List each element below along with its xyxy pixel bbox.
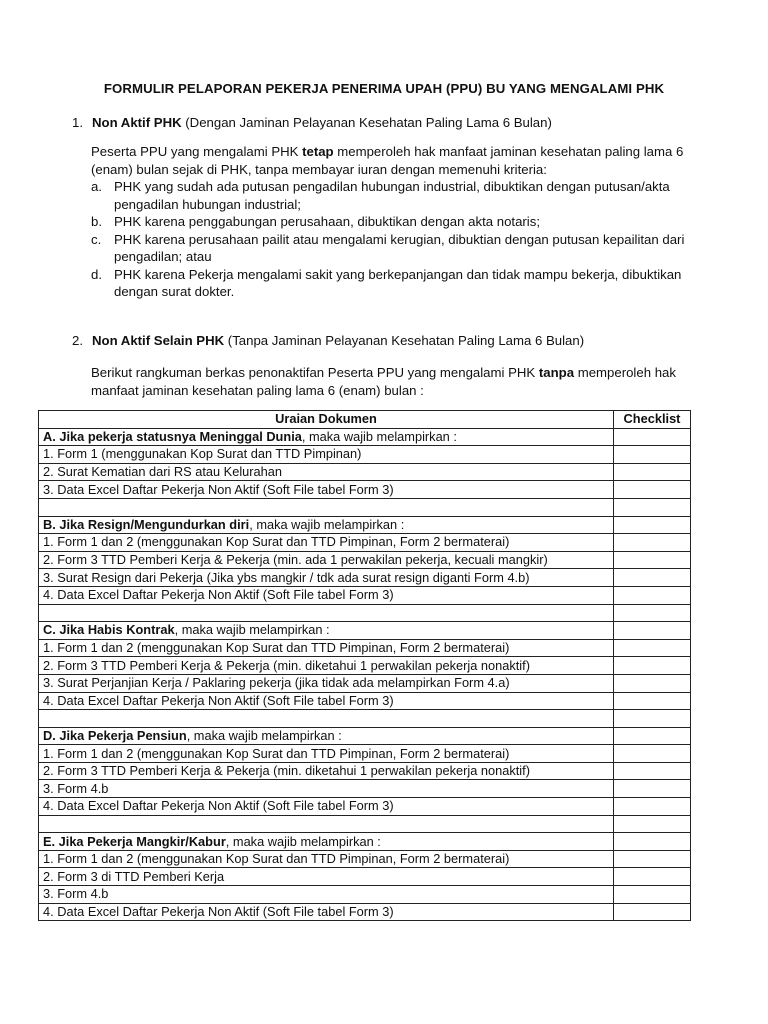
section-1-number: 1.: [72, 115, 83, 130]
checklist-cell[interactable]: [614, 692, 691, 710]
table-row: [39, 674, 691, 692]
table-row: [39, 657, 691, 675]
table-row: [39, 903, 691, 921]
checklist-cell[interactable]: [614, 481, 691, 499]
section-2-paragraph: [91, 364, 711, 399]
section-2-heading-rest: (Tanpa Jaminan Pelayanan Kesehatan Paling Lama 6 Bulan): [224, 333, 585, 348]
table-row: [39, 446, 691, 464]
document-item-cell: 2. Form 3 di TTD Pemberi Kerja: [39, 868, 614, 886]
empty-cell: [39, 710, 614, 728]
table-row: [39, 534, 691, 552]
checklist-cell[interactable]: [614, 815, 691, 833]
section-title-rest: , maka wajib melampirkan :: [186, 727, 342, 743]
section-2-para-text: Berikut rangkuman berkas penonaktifan Peserta PPU yang mengalami PHK: [91, 365, 539, 380]
criteria-mark: d.: [91, 266, 102, 282]
criteria-mark: b.: [91, 214, 102, 229]
table-row: [39, 569, 691, 587]
table-row: [39, 886, 691, 904]
table-row: [39, 639, 691, 657]
document-item-cell: 3. Form 4.b: [39, 886, 614, 904]
section-title-cell: [39, 833, 614, 851]
document-item-cell: 4. Data Excel Daftar Pekerja Non Aktif (Soft File tabel Form 3): [39, 586, 614, 604]
document-item-cell: 3. Form 4.b: [39, 780, 614, 798]
table-row: [39, 762, 691, 780]
section-2-para-text-end: memperoleh hak manfaat jaminan kesehatan paling lama 6 (enam) bulan :: [91, 365, 676, 398]
checklist-cell[interactable]: [614, 622, 691, 640]
checklist-cell[interactable]: [614, 428, 691, 446]
document-item-cell: 2. Form 3 TTD Pemberi Kerja & Pekerja (min. diketahui 1 perwakilan pekerja nonaktif): [39, 762, 614, 780]
checklist-cell[interactable]: [614, 534, 691, 552]
criteria-item: [91, 213, 711, 231]
document-item-cell: 2. Surat Kematian dari RS atau Kelurahan: [39, 463, 614, 481]
table-section-row: [39, 428, 691, 446]
table-section-row: [39, 727, 691, 745]
criteria-mark: a.: [91, 179, 102, 194]
empty-cell: [39, 498, 614, 516]
section-title-rest: , maka wajib melampirkan :: [174, 622, 330, 638]
table-row: [39, 551, 691, 569]
criteria-list: [91, 178, 711, 301]
document-item-cell: 4. Data Excel Daftar Pekerja Non Aktif (Soft File tabel Form 3): [39, 903, 614, 921]
section-title-bold: B. Jika Resign/Mengundurkan diri: [43, 516, 250, 532]
table-row: [39, 798, 691, 816]
checklist-cell[interactable]: [614, 833, 691, 851]
section-title-rest: , maka wajib melampirkan :: [301, 428, 457, 444]
table-row: [39, 463, 691, 481]
section-title-cell: [39, 428, 614, 446]
document-item-cell: 1. Form 1 dan 2 (menggunakan Kop Surat dan TTD Pimpinan, Form 2 bermaterai): [39, 745, 614, 763]
table-section-row: [39, 516, 691, 534]
section-2-para-bold: tanpa: [538, 365, 575, 380]
table-section-row: [39, 622, 691, 640]
section-2-number: 2.: [72, 333, 83, 348]
checklist-cell[interactable]: [614, 516, 691, 534]
section-2-heading: [72, 333, 584, 348]
section-1-para-bold: tetap: [302, 144, 334, 159]
section-1-heading-rest: (Dengan Jaminan Pelayanan Kesehatan Paling Lama 6 Bulan): [181, 115, 552, 130]
section-title-cell: [39, 727, 614, 745]
table-header-row: [39, 411, 691, 429]
section-title-rest: , maka wajib melampirkan :: [225, 833, 381, 849]
criteria-item: [91, 266, 711, 301]
section-1-para-text-end: memperoleh hak manfaat jaminan kesehatan paling lama 6 (enam) bulan sejak di PHK, tanpa membayar iuran dengan memenuhi kriteria:: [91, 144, 684, 177]
document-checklist-table: [38, 410, 691, 921]
document-item-cell: 2. Form 3 TTD Pemberi Kerja & Pekerja (min. diketahui 1 perwakilan pekerja nonaktif): [39, 657, 614, 675]
checklist-cell[interactable]: [614, 762, 691, 780]
table-section-row: [39, 833, 691, 851]
checklist-cell[interactable]: [614, 745, 691, 763]
checklist-cell[interactable]: [614, 498, 691, 516]
criteria-text: PHK karena Pekerja mengalami sakit yang berkepanjangan dan tidak mampu bekerja, dibuktikan dengan surat dokter.: [114, 266, 682, 299]
criteria-item: [91, 178, 711, 213]
section-title-bold: A. Jika pekerja statusnya Meninggal Dunia: [43, 428, 302, 444]
section-2-heading-bold: Non Aktif Selain PHK: [92, 333, 225, 348]
header-checklist: Checklist: [614, 411, 691, 429]
table-row: [39, 745, 691, 763]
document-item-cell: 1. Form 1 dan 2 (menggunakan Kop Surat dan TTD Pimpinan, Form 2 bermaterai): [39, 639, 614, 657]
checklist-cell[interactable]: [614, 604, 691, 622]
checklist-cell[interactable]: [614, 569, 691, 587]
empty-spacer-row: [39, 710, 691, 728]
document-item-cell: 3. Surat Perjanjian Kerja / Paklaring pekerja (jika tidak ada melampirkan Form 4.a): [39, 674, 614, 692]
table-row: [39, 692, 691, 710]
section-title-bold: E. Jika Pekerja Mangkir/Kabur: [43, 833, 226, 849]
document-item-cell: 1. Form 1 dan 2 (menggunakan Kop Surat dan TTD Pimpinan, Form 2 bermaterai): [39, 534, 614, 552]
checklist-cell[interactable]: [614, 727, 691, 745]
header-uraian-dokumen: Uraian Dokumen: [39, 411, 614, 429]
checklist-cell[interactable]: [614, 886, 691, 904]
table-row: [39, 868, 691, 886]
empty-spacer-row: [39, 498, 691, 516]
document-item-cell: 4. Data Excel Daftar Pekerja Non Aktif (Soft File tabel Form 3): [39, 798, 614, 816]
table-row: [39, 481, 691, 499]
checklist-cell[interactable]: [614, 463, 691, 481]
section-title-rest: , maka wajib melampirkan :: [249, 516, 405, 532]
checklist-cell[interactable]: [614, 551, 691, 569]
empty-cell: [39, 815, 614, 833]
empty-spacer-row: [39, 815, 691, 833]
checklist-cell[interactable]: [614, 780, 691, 798]
document-item-cell: 2. Form 3 TTD Pemberi Kerja & Pekerja (min. ada 1 perwakilan pekerja, kecuali mangkir): [39, 551, 614, 569]
section-title-cell: [39, 516, 614, 534]
empty-spacer-row: [39, 604, 691, 622]
table-row: [39, 850, 691, 868]
section-title-cell: [39, 622, 614, 640]
document-item-cell: 3. Data Excel Daftar Pekerja Non Aktif (Soft File tabel Form 3): [39, 481, 614, 499]
section-1-para-text: Peserta PPU yang mengalami PHK: [91, 144, 303, 159]
checklist-cell[interactable]: [614, 639, 691, 657]
criteria-item: [91, 231, 711, 266]
criteria-text: PHK karena penggabungan perusahaan, dibuktikan dengan akta notaris;: [114, 214, 540, 229]
criteria-text: PHK karena perusahaan pailit atau mengalami kerugian, dibuktian dengan putusan kepailitan dari pengadilan; atau: [114, 231, 685, 264]
section-1-heading-bold: Non Aktif PHK: [92, 115, 182, 130]
section-1-paragraph: [91, 143, 711, 178]
table-body: [39, 428, 691, 921]
section-1-heading: [72, 115, 552, 130]
checklist-cell[interactable]: [614, 446, 691, 464]
checklist-cell[interactable]: [614, 798, 691, 816]
table-row: [39, 780, 691, 798]
checklist-cell[interactable]: [614, 868, 691, 886]
document-item-cell: 1. Form 1 (menggunakan Kop Surat dan TTD Pimpinan): [39, 446, 614, 464]
checklist-cell[interactable]: [614, 674, 691, 692]
checklist-cell[interactable]: [614, 710, 691, 728]
table-row: [39, 586, 691, 604]
checklist-cell[interactable]: [614, 903, 691, 921]
empty-cell: [39, 604, 614, 622]
document-item-cell: 4. Data Excel Daftar Pekerja Non Aktif (Soft File tabel Form 3): [39, 692, 614, 710]
section-title-bold: C. Jika Habis Kontrak: [43, 622, 175, 638]
criteria-text: PHK yang sudah ada putusan pengadilan hubungan industrial, dibuktikan dengan putusan/akta pengadilan hubungan industrial;: [114, 179, 670, 212]
document-item-cell: 3. Surat Resign dari Pekerja (Jika ybs mangkir / tdk ada surat resign diganti Form 4.b): [39, 569, 614, 587]
document-item-cell: 1. Form 1 dan 2 (menggunakan Kop Surat dan TTD Pimpinan, Form 2 bermaterai): [39, 850, 614, 868]
checklist-cell[interactable]: [614, 586, 691, 604]
checklist-cell[interactable]: [614, 850, 691, 868]
page-title: FORMULIR PELAPORAN PEKERJA PENERIMA UPAH (PPU) BU YANG MENGALAMI PHK: [103, 81, 665, 96]
section-title-bold: D. Jika Pekerja Pensiun: [43, 727, 187, 743]
checklist-cell[interactable]: [614, 657, 691, 675]
criteria-mark: c.: [91, 231, 102, 247]
